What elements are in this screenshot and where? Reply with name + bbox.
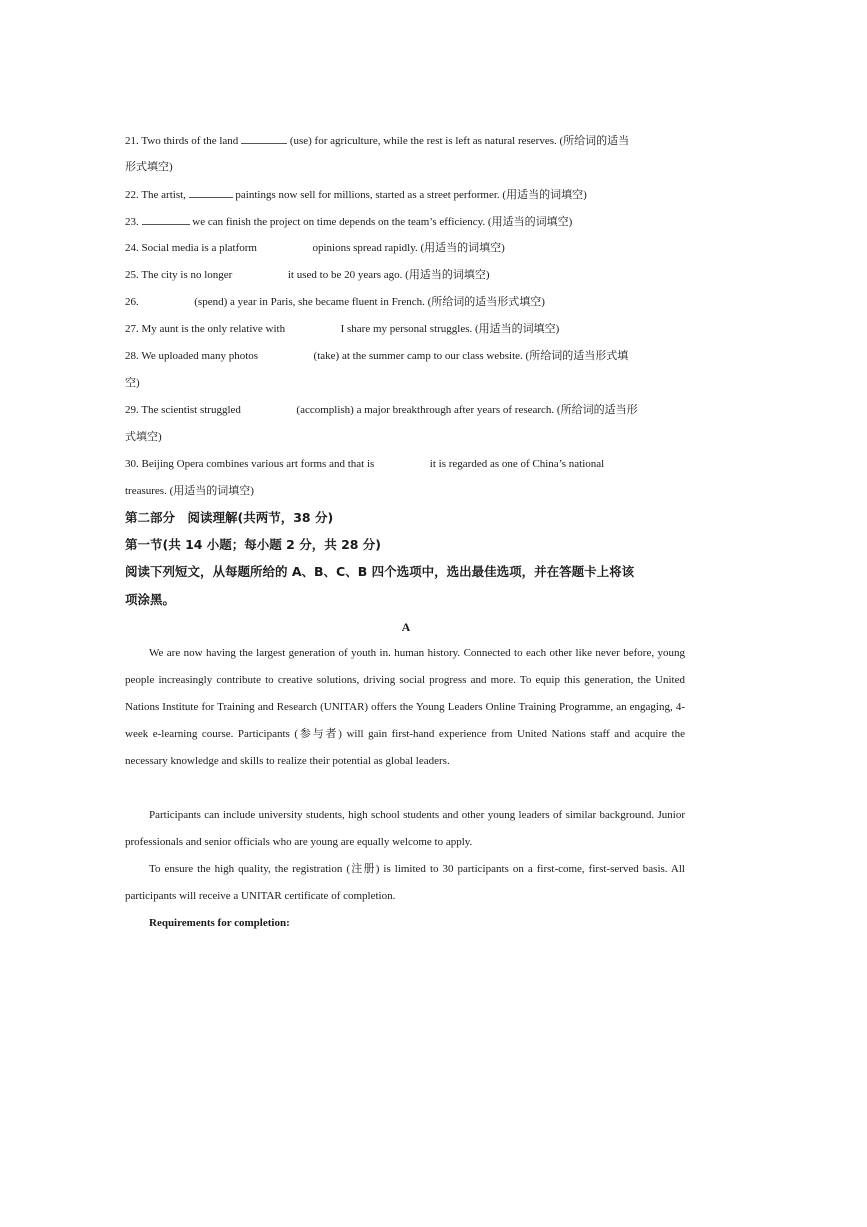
part-title: 第二部分 阅读理解(共两节，38 分) [125,510,334,525]
instruction-line-1: 阅读下列短文，从每题所给的 A、B、C、B 四个选项中，选出最佳选项，并在答题卡上将该 [125,564,635,579]
passage-label: A [401,620,411,634]
answer-blank[interactable] [241,133,287,144]
question-25: 25. The city is no longer it used to be 20 years ago. (用适当的词填空) [125,269,490,281]
question-29: 29. The scientist struggled (accomplish) a major breakthrough after years of research. (所给词的适当形 [125,404,638,416]
passage-paragraph-1: We are now having the largest generation of youth in. human history. Connected to each other like never before, young people increasingly contribute to creative solutions, driving social progress and more. To equip this generation, the United Nations Institute for Training and Research (UNITAR) offers the Young Leaders Online Training Programme, an engaging, 4-week e-learning course. Participants (参与者) will gain first-hand experience from United Nations staff and acquire the necessary knowledge and skills to realize their potential as global leaders. [125,647,685,767]
instruction-line-2: 项涂黑。 [125,592,176,607]
subsection-title: 第一节(共 14 小题；每小题 2 分，共 28 分) [125,537,382,552]
requirements-heading: Requirements for completion: [149,917,290,929]
question-23: 23. we can finish the project on time depends on the team’s efficiency. (用适当的词填空) [125,216,573,228]
question-22: 22. The artist, paintings now sell for millions, started as a street performer. (用适当的词填空) [125,189,587,201]
question-30: 30. Beijing Opera combines various art forms and that is it is regarded as one of China’s national [125,458,605,470]
passage-paragraph-2: Participants can include university students, high school students and other young leaders of similar background. Junior professionals and senior officials who are young are equally welcome to apply. [125,809,685,848]
answer-blank[interactable] [189,187,233,198]
question-30-cont: treasures. (用适当的词填空) [125,485,254,497]
answer-blank[interactable] [142,214,190,225]
question-26: 26. (spend) a year in Paris, she became fluent in French. (所给词的适当形式填空) [125,296,545,308]
question-21-cont: 形式填空) [125,161,173,173]
question-28: 28. We uploaded many photos (take) at the summer camp to our class website. (所给词的适当形式填 [125,350,629,362]
question-28-cont: 空) [125,377,140,389]
question-21: 21. Two thirds of the land (use) for agriculture, while the rest is left as natural reserves. (所给词的适当 [125,135,630,147]
question-29-cont: 式填空) [125,431,162,443]
passage-paragraph-3: To ensure the high quality, the registration (注册) is limited to 30 participants on a first-come, first-served basis. All participants will receive a UNITAR certificate of completion. [125,863,685,902]
question-27: 27. My aunt is the only relative with I share my personal struggles. (用适当的词填空) [125,323,560,335]
question-24: 24. Social media is a platform opinions spread rapidly. (用适当的词填空) [125,242,505,254]
